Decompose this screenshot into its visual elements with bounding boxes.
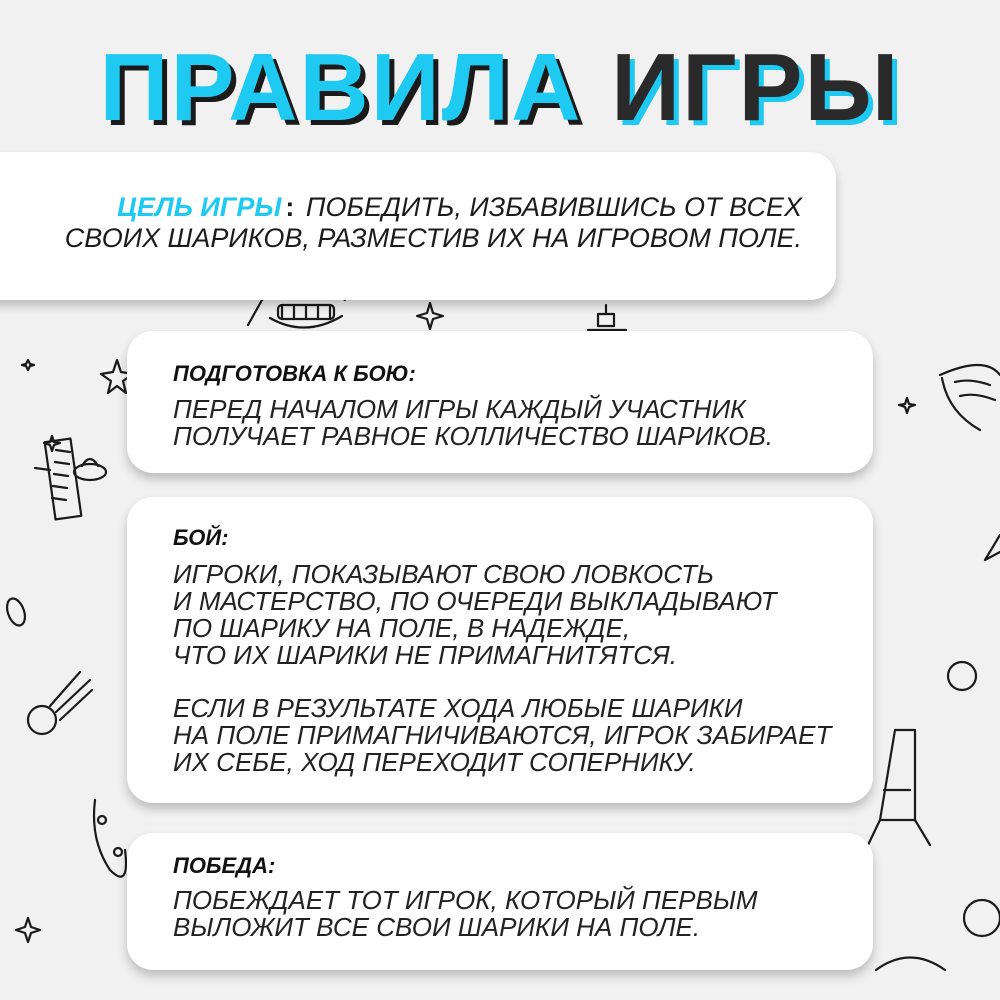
title-word-game: ИГРЫ [611, 34, 901, 141]
planet-icon [940, 365, 1000, 430]
planet-icon [94, 800, 126, 877]
star-icon [985, 535, 1000, 560]
satellite-icon [588, 305, 626, 330]
page-title [0, 28, 1000, 148]
goal-card [0, 152, 836, 300]
preparation-card [127, 331, 873, 473]
victory-card [127, 833, 873, 970]
battle-text-consequence: ЕСЛИ В РЕЗУЛЬТАТЕ ХОДА ЛЮБЫЕ ШАРИКИ НА ПОЛЕ ПРИМАГНИЧИВАЮТСЯ, ИГРОК ЗАБИРАЕТ ИХ СЕБЕ, ХОД ПЕРЕХОДИТ СОПЕРНИКУ. [173, 693, 832, 777]
victory-text: ПОБЕЖДАЕТ ТОТ ИГРОК, КОТОРЫЙ ПЕРВЫМ ВЫЛОЖИТ ВСЕ СВОИ ШАРИКИ НА ПОЛЕ. [173, 885, 758, 942]
preparation-text: ПЕРЕД НАЧАЛОМ ИГРЫ КАЖДЫЙ УЧАСТНИК ПОЛУЧАЕТ РАВНОЕ КОЛЛИЧЕСТВО ШАРИКОВ. [173, 394, 774, 451]
satellite-icon [35, 439, 106, 520]
battle-heading: БОЙ: [173, 525, 229, 550]
preparation-heading: ПОДГОТОВКА К БОЮ: [173, 361, 416, 386]
goal-label: ЦЕЛЬ ИГРЫ [117, 192, 282, 222]
comet-icon [28, 672, 92, 734]
goal-description: ПОБЕДИТЬ, ИЗБАВИВШИСЬ ОТ ВСЕХ СВОИХ ШАРИКОВ, РАЗМЕСТИВ ИХ НА ИГРОВОМ ПОЛЕ. [64, 192, 802, 253]
battle-text: ИГРОКИ, ПОКАЗЫВАЮТ СВОЮ ЛОВКОСТЬ И МАСТЕРСТВО, ПО ОЧЕРЕДИ ВЫКЛАДЫВАЮТ ПО ШАРИКУ НА ПОЛЕ, В НАДЕЖДЕ, ЧТО ИХ ШАРИКИ НЕ ПРИМАГНИТЯТСЯ. [173, 559, 777, 670]
planet-icon [964, 900, 1000, 936]
ufo-icon [876, 958, 945, 971]
star-icon [22, 360, 34, 370]
star-icon [899, 398, 915, 413]
planet-icon [948, 662, 976, 690]
rocket-icon [868, 730, 930, 845]
star-icon [417, 303, 443, 329]
title-word-rules: ПРАВИЛА [99, 34, 583, 141]
battle-card [127, 497, 873, 803]
goal-colon: : [285, 192, 295, 222]
victory-heading: ПОБЕДА: [173, 853, 276, 878]
star-icon [16, 918, 40, 942]
goal-text-block [32, 192, 802, 254]
planet-icon [4, 596, 29, 628]
